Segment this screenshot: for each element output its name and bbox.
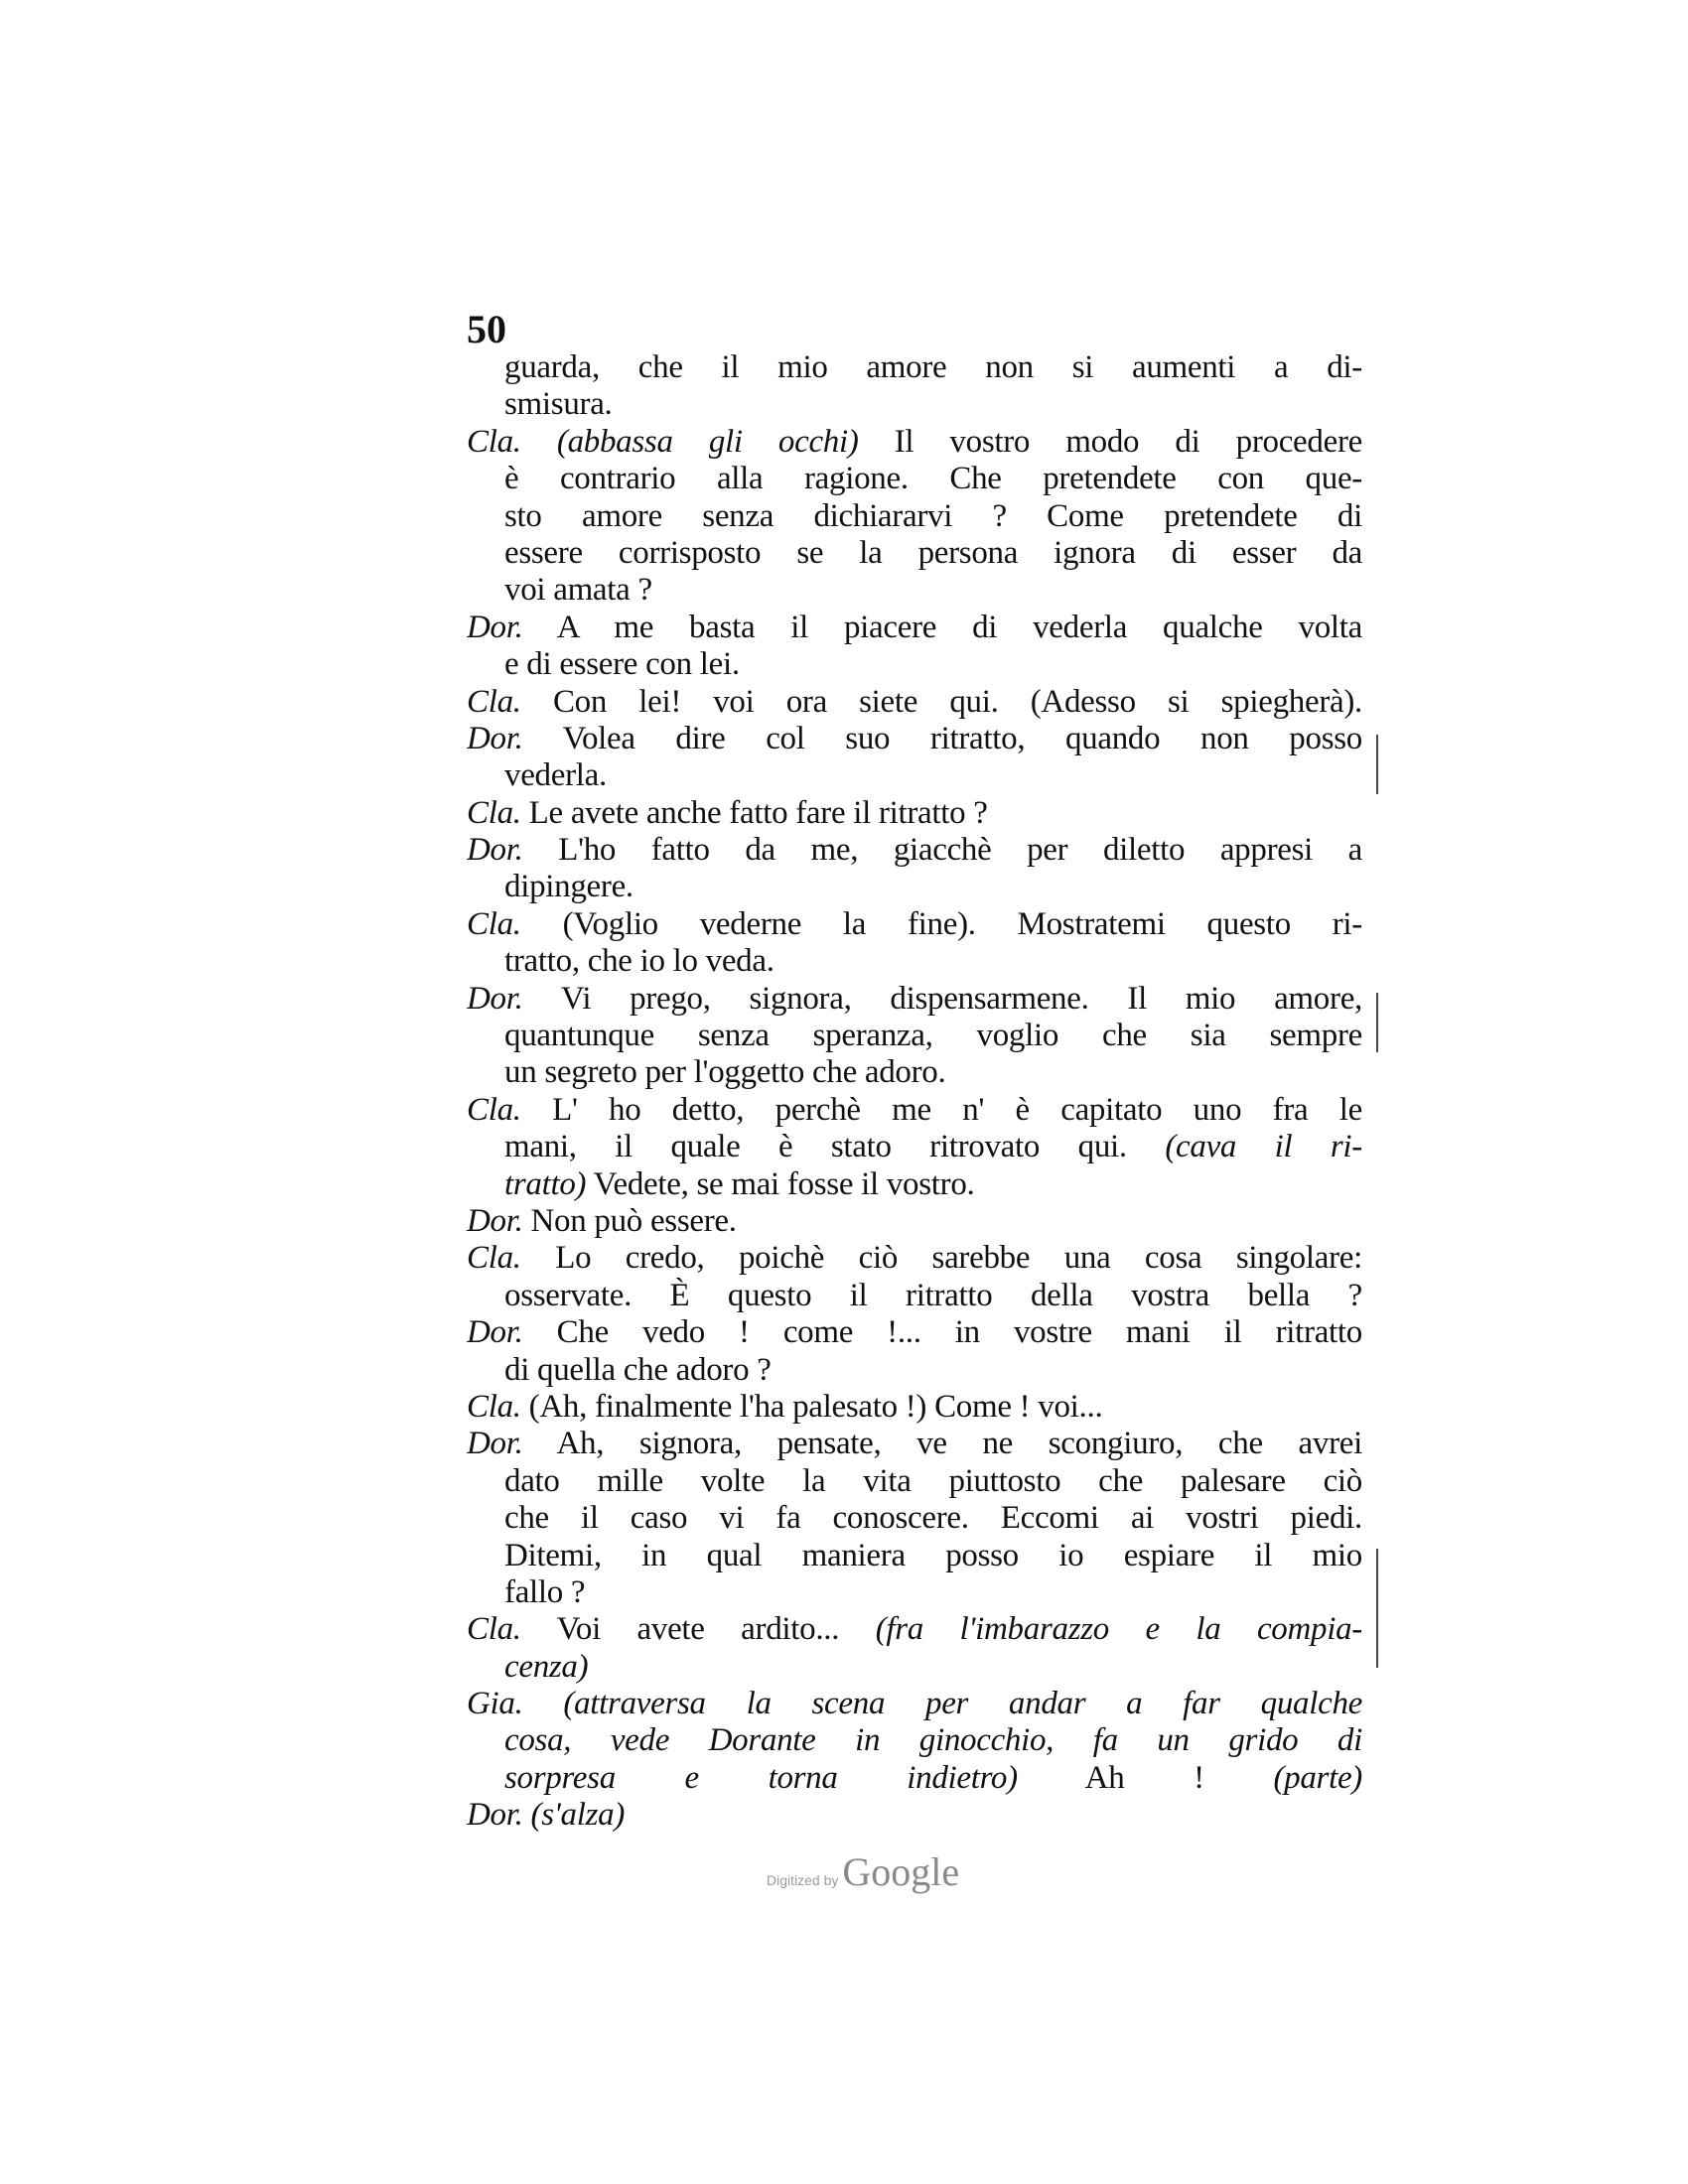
text-line — [467, 1611, 1362, 1648]
dialogue-text: essere corrisposto se la persona ignora di esser da — [504, 534, 1362, 571]
dialogue-text: Voi avete ardito... — [520, 1611, 876, 1648]
stage-direction: sorpresa e torna indietro) — [504, 1759, 1018, 1796]
text-line — [467, 869, 1362, 905]
speaker-name: Cla. — [467, 423, 521, 460]
text-line — [467, 386, 1362, 423]
dialogue-text: che il caso vi fa conoscere. Eccomi ai vostri piedi. — [504, 1500, 1362, 1537]
text-line — [467, 424, 1362, 461]
text-line — [467, 1686, 1362, 1722]
dialogue-text: mani, il quale è stato ritrovato qui. — [504, 1129, 1166, 1165]
dialogue-text: dipingere. — [504, 869, 633, 905]
stage-direction: (parte) — [1203, 1759, 1362, 1796]
text-line — [467, 1797, 1362, 1834]
dialogue-text: Vedete, se mai fosse il vostro. — [586, 1165, 975, 1202]
speaker-name: Dor. — [467, 720, 523, 756]
dialogue-text: Ah, signora, pensate, ve ne scongiuro, che avrei — [522, 1426, 1362, 1462]
text-line — [467, 1426, 1362, 1462]
text-line — [467, 981, 1362, 1018]
text-line — [467, 1278, 1362, 1314]
text-line — [467, 1092, 1362, 1129]
text-line — [467, 1203, 1362, 1240]
text-line — [467, 610, 1362, 646]
speaker-name: Dor. — [467, 1426, 523, 1462]
text-line — [467, 1463, 1362, 1500]
speaker-name: Dor. — [467, 609, 523, 645]
dialogue-text: Ah ! — [1017, 1759, 1204, 1796]
dialogue-text: L'ho fatto da me, giacchè per diletto appresi a — [522, 832, 1362, 869]
text-line — [467, 535, 1362, 572]
dialogue-text: dato mille volte la vita piuttosto che palesare ciò — [504, 1462, 1362, 1499]
dialogue-text: Le avete anche fatto fare il ritratto ? — [520, 794, 988, 831]
dialogue-text: Non può essere. — [522, 1202, 737, 1239]
dialogue-text: e di essere con lei. — [504, 646, 740, 683]
stage-direction: cosa, vede Dorante in ginocchio, fa un grido di — [504, 1722, 1362, 1759]
dialogue-text: quantunque senza speranza, voglio che sia sempre — [504, 1018, 1362, 1054]
text-line — [467, 684, 1362, 721]
text-line — [467, 721, 1362, 757]
stage-direction: cenza) — [504, 1648, 589, 1685]
text-line — [467, 461, 1362, 497]
dialogue-text: fallo ? — [504, 1573, 586, 1610]
text-line — [467, 1240, 1362, 1277]
google-watermark — [767, 1848, 959, 1895]
text-line — [467, 646, 1362, 683]
watermark-small: Digitized by — [767, 1872, 839, 1888]
stage-direction: (s'alza) — [522, 1797, 626, 1834]
stage-direction: (abbassa gli occhi) — [520, 423, 859, 460]
speaker-name: Dor. — [467, 980, 523, 1017]
stage-direction: (cava il ri- — [1165, 1129, 1362, 1165]
text-line — [467, 1166, 1362, 1203]
text-line — [467, 1760, 1362, 1797]
text-line — [467, 1352, 1362, 1389]
speaker-name: Cla. — [467, 1240, 521, 1277]
dialogue-text: sto amore senza dichiararvi ? Come pretendete di — [504, 497, 1362, 534]
text-line — [467, 1538, 1362, 1574]
margin-mark — [1376, 735, 1378, 794]
text-line — [467, 572, 1362, 609]
speaker-name: Cla. — [467, 794, 521, 831]
speaker-name: Cla. — [467, 1611, 521, 1648]
stage-direction: tratto) — [504, 1165, 587, 1202]
text-line — [467, 1314, 1362, 1351]
dialogue-text: A me basta il piacere di vederla qualche volta — [522, 609, 1362, 645]
speaker-name: Cla. — [467, 905, 521, 942]
watermark-logo: Google — [842, 1849, 960, 1894]
text-line — [467, 1018, 1362, 1054]
speaker-name: Dor. — [467, 832, 523, 869]
dialogue-text: guarda, che il mio amore non si aumenti a di- — [504, 349, 1362, 385]
dialogue-text: (Ah, finalmente l'ha palesato !) Come ! voi... — [520, 1388, 1103, 1425]
speaker-name: Dor. — [467, 1202, 523, 1239]
dialogue-text: L' ho detto, perchè me n' è capitato uno fra le — [520, 1091, 1362, 1128]
text-line — [467, 795, 1362, 832]
dialogue-text: smisura. — [504, 386, 613, 423]
dialogue-text: Il vostro modo di procedere — [858, 423, 1362, 460]
speaker-name: Dor. — [467, 1797, 523, 1834]
dialogue-text: Vi prego, signora, dispensarmene. Il mio amore, — [522, 980, 1362, 1017]
dialogue-text: Con lei! voi ora siete qui. (Adesso si spiegherà). — [520, 683, 1362, 720]
dialogue-text: tratto, che io lo veda. — [504, 943, 774, 980]
speaker-name: Cla. — [467, 683, 521, 720]
margin-mark — [1376, 993, 1378, 1052]
text-line — [467, 1054, 1362, 1091]
margin-mark — [1376, 1549, 1378, 1668]
dialogue-text: Ditemi, in qual maniera posso io espiare il mio — [504, 1537, 1362, 1573]
dialogue-text: un segreto per l'oggetto che adoro. — [504, 1054, 946, 1091]
text-line — [467, 1722, 1362, 1759]
text-line — [467, 832, 1362, 869]
stage-direction: (attraversa la scena per andar a far qualche — [522, 1686, 1362, 1722]
text-line — [467, 1574, 1362, 1611]
speaker-name: Cla. — [467, 1091, 521, 1128]
dialogue-text: vederla. — [504, 757, 607, 794]
dialogue-text: voi amata ? — [504, 572, 652, 609]
speaker-name: Gia. — [467, 1686, 523, 1722]
play-text — [467, 349, 1362, 1835]
page-number: 50 — [467, 307, 506, 351]
text-line — [467, 1649, 1362, 1686]
dialogue-text: osservate. È questo il ritratto della vostra bella ? — [504, 1277, 1362, 1313]
dialogue-text: (Voglio vederne la fine). Mostratemi questo ri- — [520, 905, 1362, 942]
dialogue-text: Volea dire col suo ritratto, quando non posso — [522, 720, 1362, 756]
speaker-name: Cla. — [467, 1388, 521, 1425]
text-line — [467, 906, 1362, 943]
text-line — [467, 757, 1362, 794]
text-line — [467, 943, 1362, 980]
dialogue-text: di quella che adoro ? — [504, 1351, 772, 1388]
stage-direction: (fra l'imbarazzo e la compia- — [875, 1611, 1362, 1648]
speaker-name: Dor. — [467, 1314, 523, 1351]
dialogue-text: è contrario alla ragione. Che pretendete con que- — [504, 461, 1362, 497]
dialogue-text: Che vedo ! come !... in vostre mani il ritratto — [522, 1314, 1362, 1351]
text-line — [467, 1129, 1362, 1165]
text-line — [467, 1500, 1362, 1537]
text-line — [467, 1389, 1362, 1426]
text-line — [467, 349, 1362, 386]
text-line — [467, 498, 1362, 535]
dialogue-text: Lo credo, poichè ciò sarebbe una cosa singolare: — [520, 1240, 1362, 1277]
